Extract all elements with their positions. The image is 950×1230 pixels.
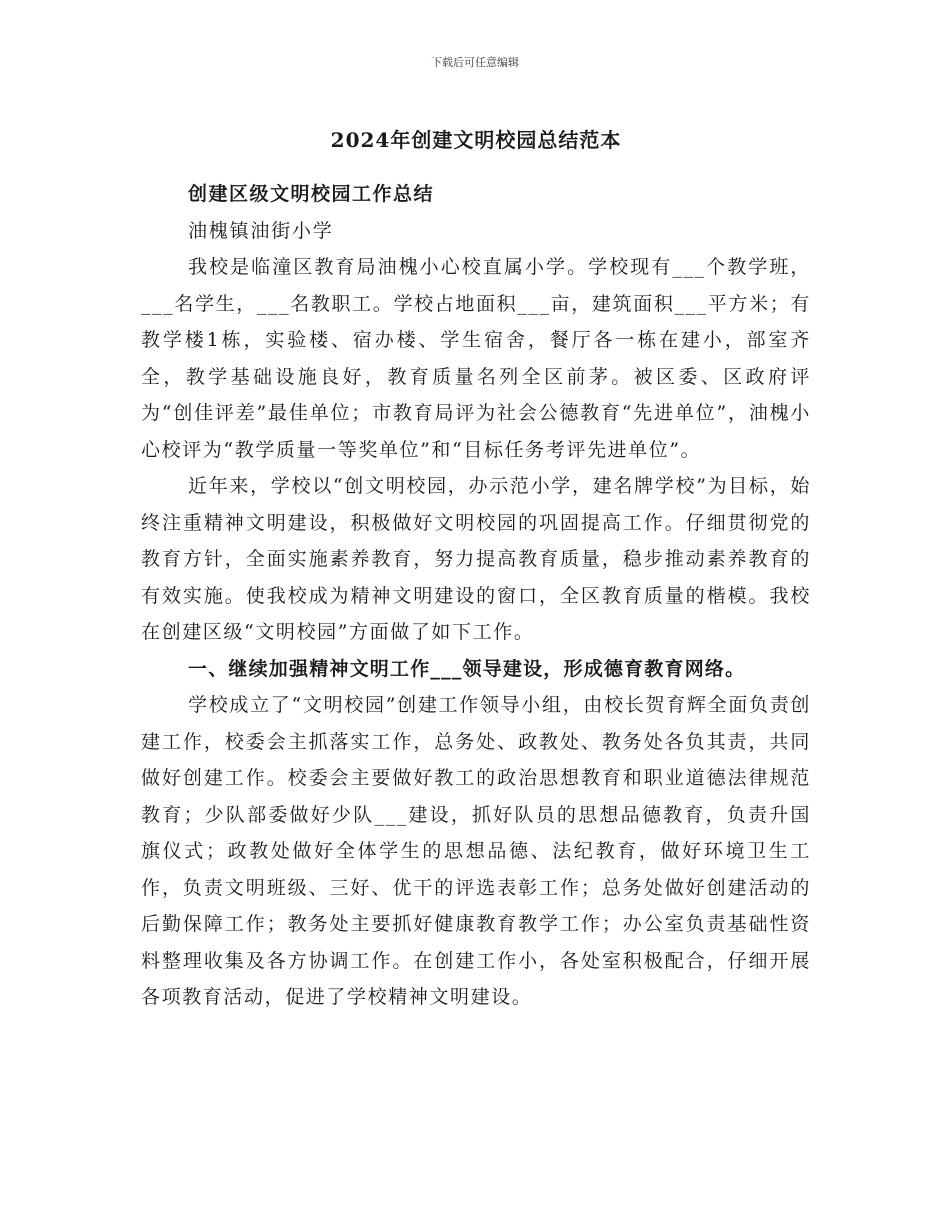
intro-paragraph: 我校是临潼区教育局油槐小心校直属小学。学校现有___个教学班，___名学生，___名教职工。学校占地面积___亩，建筑面积___平方米；有教学楼1栋，实验楼、宿办楼、学生宿舍，餐厅各一栋在建小，部室齐全，教学基础设施良好，教育质量名列全区前茅。被区委、区政府评为“创佳评差”最佳单位；市教育局评为社会公德教育“先进单位”，油槐小心校评为“教学质量一等奖单位”和“目标任务考评先进单位”。: [141, 256, 811, 461]
goals-paragraph: 近年来，学校以“创文明校园，办示范小学，建名牌学校”为目标，始终注重精神文明建设，积极做好文明校园的巩固提高工作。仔细贯彻党的教育方针，全面实施素养教育，努力提高教育质量，稳步推动素养教育的有效实施。使我校成为精神文明建设的窗口，全区教育质量的楷模。我校在创建区级“文明校园”方面做了如下工作。: [141, 475, 811, 643]
section-paragraph: 学校成立了“文明校园”创建工作领导小组，由校长贺育辉全面负责创建工作，校委会主抓落实工作，总务处、政教处、教务处各负其责，共同做好创建工作。校委会主要做好教工的政治思想教育和职业道德法律规范教育；少队部委做好少队___建设，抓好队员的思想品德教育，负责升国旗仪式；政教处做好全体学生的思想品德、法纪教育，做好环境卫生工作，负责文明班级、三好、优干的评选表彰工作；总务处做好创建活动的后勤保障工作；教务处主要抓好健康教育教学工作；办公室负责基础性资料整理收集及各方协调工作。在创建工作小，各处室积极配合，仔细开展各项教育活动，促进了学校精神文明建设。: [141, 694, 811, 1008]
document-title: 2024年创建文明校园总结范本: [330, 128, 622, 152]
download-note: 下载后可任意编辑: [431, 56, 519, 69]
section-heading: 一、继续加强精神文明工作___领导建设，形成德育教育网络。: [188, 657, 746, 680]
school-name: 油槐镇油街小学: [188, 219, 334, 242]
document-subtitle: 创建区级文明校园工作总结: [188, 183, 435, 205]
document-page: [141, 118, 811, 1016]
